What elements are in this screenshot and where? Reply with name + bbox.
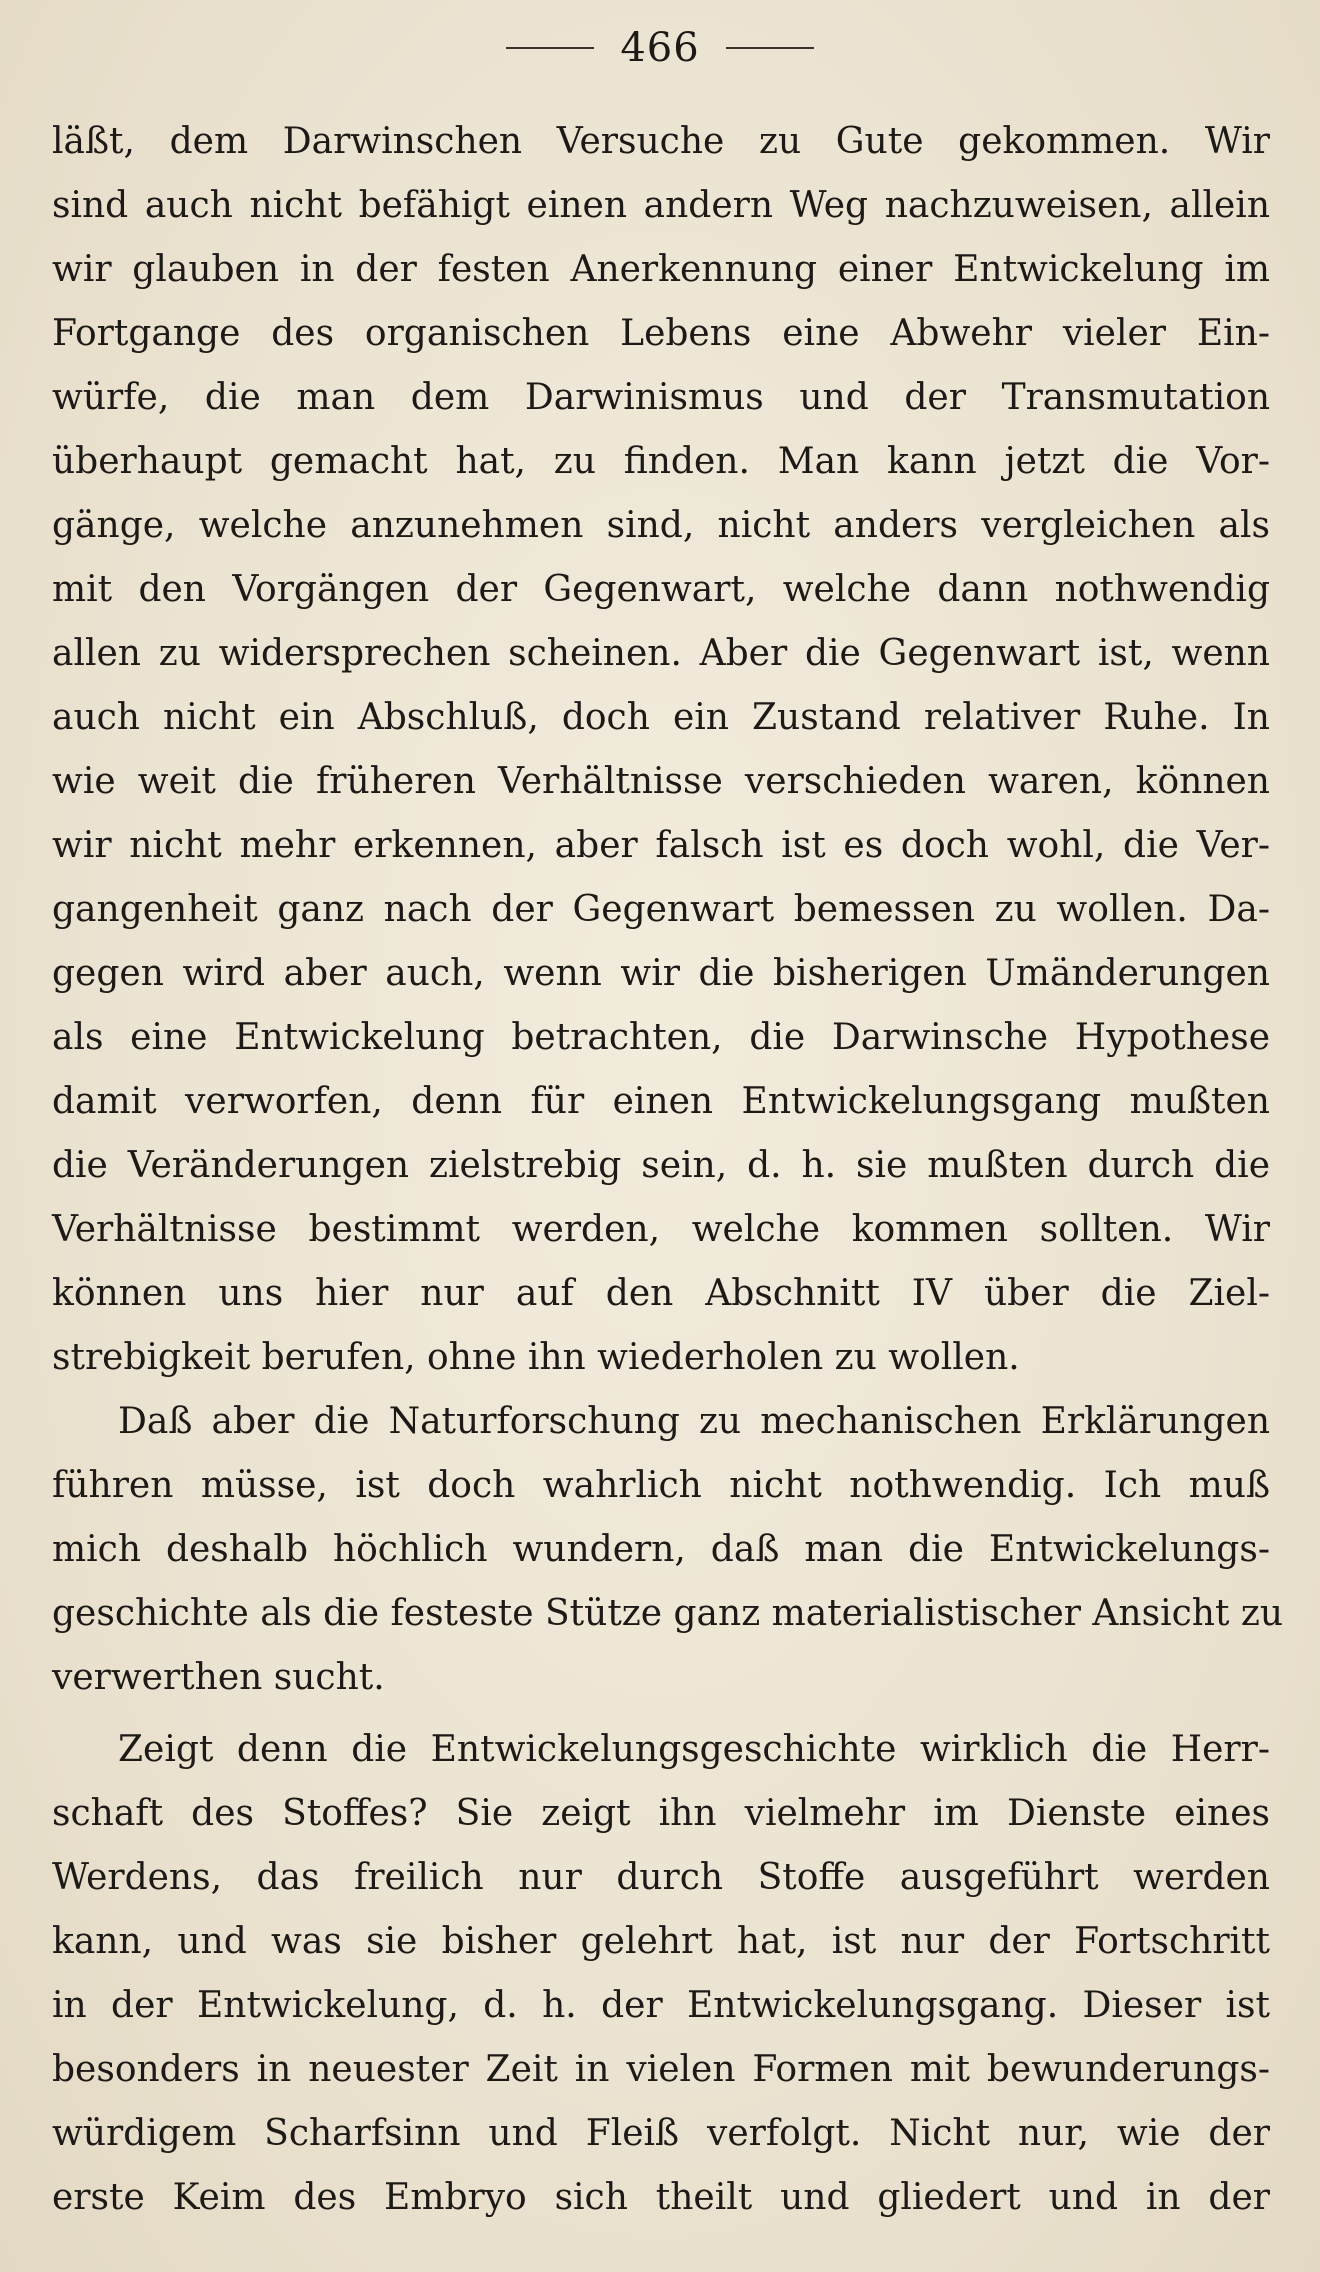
paragraph-2 <box>52 1390 1284 1710</box>
text-line: sind auch nicht befähigt einen andern Weg nachzuweisen, allein <box>52 185 1270 226</box>
text-line: läßt, dem Darwinschen Versuche zu Gute gekommen. Wir <box>52 121 1270 162</box>
text-line: mich deshalb höchlich wundern, daß man die Entwickelungs- <box>52 1529 1270 1570</box>
text-line: Fortgange des organischen Lebens eine Abwehr vieler Ein- <box>52 313 1270 354</box>
text-line: besonders in neuester Zeit in vielen Formen mit bewunderungs- <box>52 2049 1270 2090</box>
text-line: können uns hier nur auf den Abschnitt IV über die Ziel- <box>52 1273 1270 1314</box>
text-line: mit den Vorgängen der Gegenwart, welche dann nothwendig <box>52 569 1270 610</box>
page-number: 466 <box>620 25 700 71</box>
text-line: wir glauben in der festen Anerkennung einer Entwickelung im <box>52 249 1270 290</box>
text-line: wir nicht mehr erkennen, aber falsch ist es doch wohl, die Ver- <box>52 825 1270 866</box>
text-line: Verhältnisse bestimmt werden, welche kommen sollten. Wir <box>52 1209 1270 1250</box>
text-line: geschichte als die festeste Stütze ganz materialistischer Ansicht zu <box>52 1593 1284 1634</box>
text-line: Zeigt denn die Entwickelungsgeschichte wirklich die Herr- <box>118 1729 1270 1770</box>
text-line: gegen wird aber auch, wenn wir die bisherigen Umänderungen <box>52 953 1270 994</box>
text-line: würfe, die man dem Darwinismus und der Transmutation <box>52 377 1270 418</box>
text-line: würdigem Scharfsinn und Fleiß verfolgt. Nicht nur, wie der <box>52 2113 1270 2154</box>
header-rule-left <box>506 47 594 49</box>
text-line: Werdens, das freilich nur durch Stoffe ausgeführt werden <box>52 1857 1270 1898</box>
text-line: schaft des Stoffes? Sie zeigt ihn vielmehr im Dienste eines <box>52 1793 1270 1834</box>
text-line: als eine Entwickelung betrachten, die Darwinsche Hypothese <box>52 1017 1270 1058</box>
text-line: strebigkeit berufen, ohne ihn wiederholen zu wollen. <box>52 1337 1020 1378</box>
text-line: verwerthen sucht. <box>52 1657 385 1698</box>
paragraph-3 <box>52 1718 1270 2230</box>
text-line: wie weit die früheren Verhältnisse verschieden waren, können <box>52 761 1270 802</box>
text-line: in der Entwickelung, d. h. der Entwickelungsgang. Dieser ist <box>52 1985 1270 2026</box>
text-line: die Veränderungen zielstrebig sein, d. h. sie mußten durch die <box>52 1145 1270 1186</box>
header-rule-right <box>726 47 814 49</box>
text-line: gangenheit ganz nach der Gegenwart bemessen zu wollen. Da- <box>52 889 1270 930</box>
text-line: auch nicht ein Abschluß, doch ein Zustand relativer Ruhe. In <box>52 697 1270 738</box>
page-body <box>52 110 1284 2230</box>
text-line: allen zu widersprechen scheinen. Aber die Gegenwart ist, wenn <box>52 633 1270 674</box>
text-line: überhaupt gemacht hat, zu finden. Man kann jetzt die Vor- <box>52 441 1270 482</box>
page-header <box>0 18 1320 78</box>
text-line: gänge, welche anzunehmen sind, nicht anders vergleichen als <box>52 505 1270 546</box>
text-line: erste Keim des Embryo sich theilt und gliedert und in der <box>52 2177 1270 2218</box>
paragraph-gap <box>52 1710 1270 1718</box>
text-line: führen müsse, ist doch wahrlich nicht nothwendig. Ich muß <box>52 1465 1270 1506</box>
text-line: kann, und was sie bisher gelehrt hat, ist nur der Fortschritt <box>52 1921 1270 1962</box>
text-line: Daß aber die Naturforschung zu mechanischen Erklärungen <box>118 1401 1270 1442</box>
paragraph-1 <box>52 110 1270 1390</box>
text-line: damit verworfen, denn für einen Entwickelungsgang mußten <box>52 1081 1270 1122</box>
